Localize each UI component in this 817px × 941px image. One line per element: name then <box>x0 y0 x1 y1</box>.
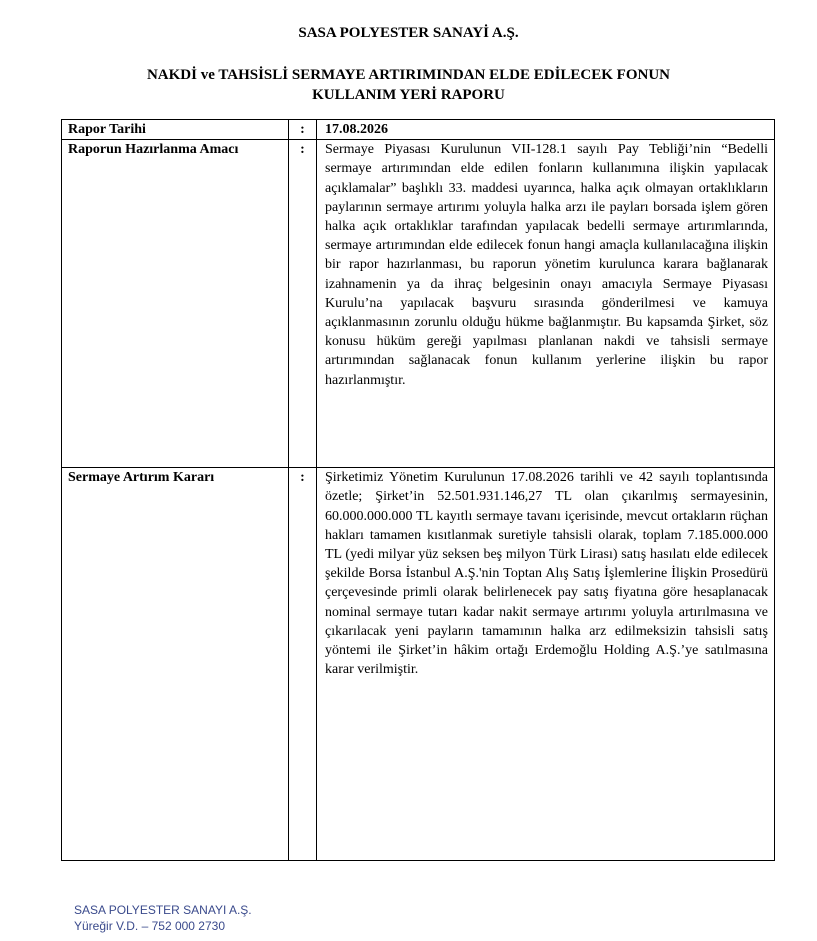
report-info-table <box>61 119 775 861</box>
report-purpose-label: Raporun Hazırlanma Amacı <box>62 140 289 468</box>
separator-colon: : <box>289 120 317 140</box>
report-date-value: 17.08.2026 <box>317 120 775 140</box>
company-title: SASA POLYESTER SANAYİ A.Ş. <box>298 25 519 41</box>
separator-colon: : <box>289 140 317 468</box>
report-date-label: Rapor Tarihi <box>62 120 289 140</box>
table-row-report-purpose <box>62 140 775 468</box>
report-title-line-1: NAKDİ ve TAHSİSLİ SERMAYE ARTIRIMINDAN ELDE EDİLECEK FONUN <box>146 67 671 83</box>
report-purpose-text: Sermaye Piyasası Kurulunun VII-128.1 sayılı Pay Tebliği’nin “Bedelli sermaye artırımından elde edilen fonların kullanımına ilişkin yapılacak açıklamalar” başlıklı 33. maddesi uyarınca, halka açık olmayan ortaklıkların paylarının sermaye artırımı yoluyla halka arzı ile payları borsada işlem gören halka açık ortaklıklar tarafından yapılacak bedelli sermaye artırımlarında, sermaye artırımından elde edilecek fonun hangi amaçla kullanılacağına ilişkin bir rapor hazırlanması, bu raporun yönetim kurulunca karara bağlanarak izahnamenin ya da ihraç belgesinin onayı amacıyla Sermaye Piyasası Kurulu’na yapılacak başvuru sırasında gönderilmesi ve kamuya açıklanmasının zorunlu olduğu hükme bağlanmıştır. Bu kapsamda Şirket, söz konusu hüküm gereği yapılması planlanan nakdi ve tahsisli sermaye artırımından sağlanacak fonun kullanım yerlerine ilişkin bu rapor hazırlanmıştır. <box>317 140 775 468</box>
footer-tax-info: Yüreğir V.D. – 752 000 2730 <box>74 919 226 933</box>
separator-colon: : <box>289 468 317 861</box>
capital-increase-decision-label: Sermaye Artırım Kararı <box>62 468 289 861</box>
capital-increase-decision-text: Şirketimiz Yönetim Kurulunun 17.08.2026 tarihli ve 42 sayılı toplantısında özetle; Şirket’in 52.501.931.146,27 TL olan çıkarılmış sermayesinin, 60.000.000.000 TL kayıtlı sermaye tavanı içerisinde, mevcut ortakların rüçhan hakları tamamen kısıtlanmak suretiyle tahsisli olarak, toplam 7.185.000.000 TL (yedi milyar yüz seksen beş milyon Türk Lirası) satış hasılatı elde edilecek şekilde Borsa İstanbul A.Ş.'nin Toptan Alış Satış İşlemlerine İlişkin Prosedürü çerçevesinde primli olarak belirlenecek pay satış fiyatına göre hesaplanacak nominal sermaye tutarı kadar nakit sermaye artırımı yoluyla artırılmasına ve çıkarılacak yeni payların tamamının halka arz edilmeksizin tahsisli satış yöntemi ile Şirket’in hâkim ortağı Erdemoğlu Holding A.Ş.’ye satılmasına karar verilmiştir. <box>317 468 775 861</box>
report-title <box>40 65 777 105</box>
table-row-report-date <box>62 120 775 140</box>
table-row-capital-increase-decision <box>62 468 775 861</box>
report-title-line-2: KULLANIM YERİ RAPORU <box>312 87 505 103</box>
page-footer <box>74 902 252 934</box>
footer-company-name: SASA POLYESTER SANAYI A.Ş. <box>74 903 252 917</box>
